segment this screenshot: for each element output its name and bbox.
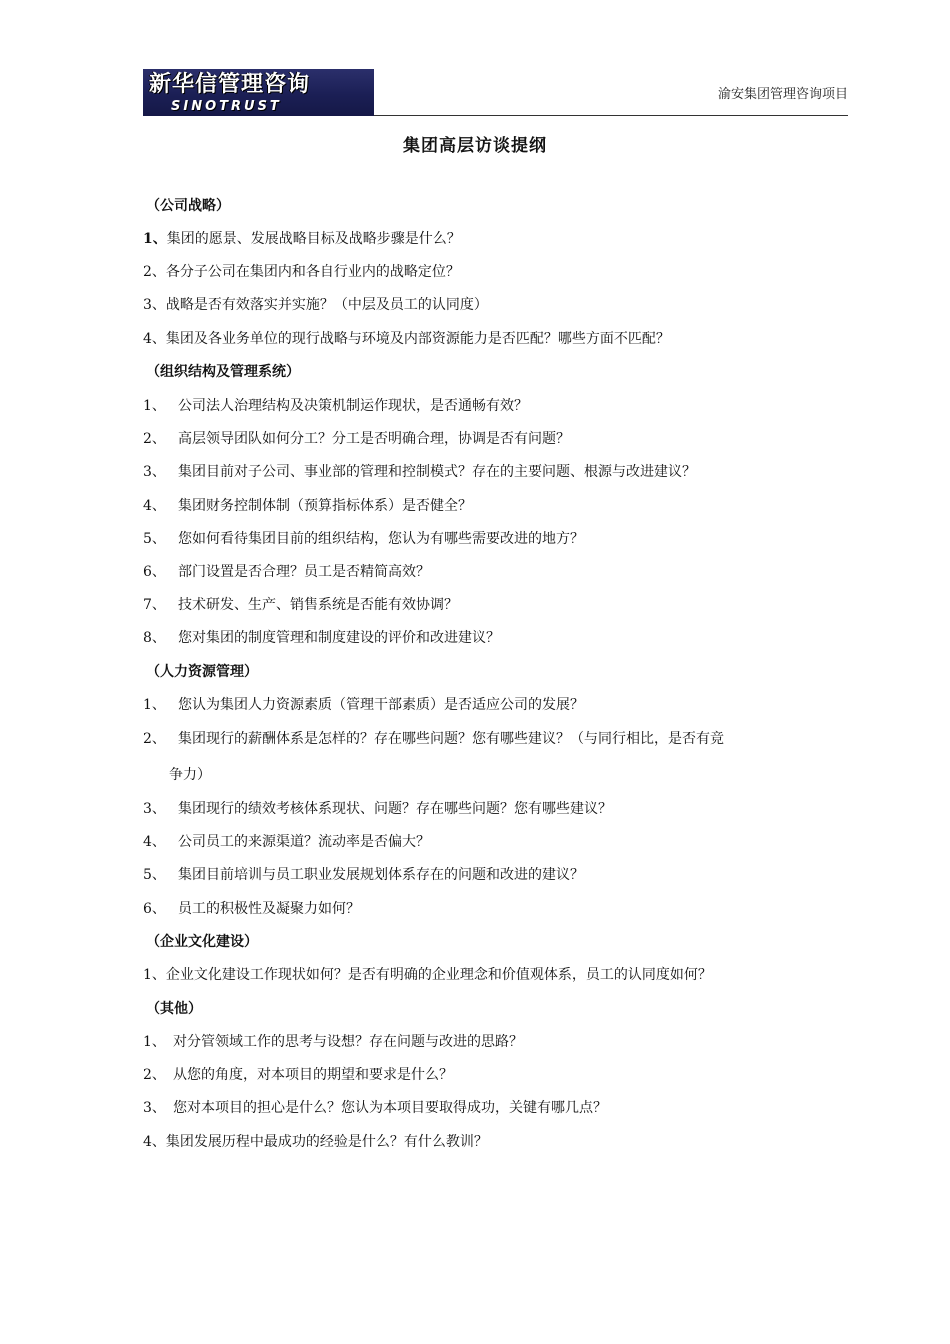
list-item: 1、企业文化建设工作现状如何？是否有明确的企业理念和价值观体系，员工的认同度如何？ xyxy=(143,967,712,983)
list-item: 2、各分子公司在集团内和各自行业内的战略定位？ xyxy=(143,264,460,280)
list-item: 3、 集团目前对子公司、事业部的管理和控制模式？存在的主要问题、根源与改进建议？ xyxy=(143,464,696,480)
list-item: 4、集团及各业务单位的现行战略与环境及内部资源能力是否匹配？哪些方面不匹配？ xyxy=(143,331,670,347)
list-item: 1、 对分管领域工作的思考与设想？存在问题与改进的思路？ xyxy=(143,1034,523,1050)
list-item: 1、 公司法人治理结构及决策机制运作现状，是否通畅有效？ xyxy=(143,398,528,414)
list-item: 3、战略是否有效落实并实施？（中层及员工的认同度） xyxy=(143,297,488,313)
list-item: 2、 从您的角度，对本项目的期望和要求是什么？ xyxy=(143,1067,453,1083)
sinotrust-logo xyxy=(143,69,374,116)
list-item-continuation: 争力） xyxy=(169,767,211,783)
list-item: 3、 集团现行的绩效考核体系现状、问题？存在哪些问题？您有哪些建议？ xyxy=(143,801,612,817)
logo-subtext: SINOTRUST xyxy=(171,99,282,114)
list-item: 4、 公司员工的来源渠道？流动率是否偏大？ xyxy=(143,834,430,850)
section-heading-culture: （企业文化建设） xyxy=(146,934,258,950)
header-divider xyxy=(374,115,848,116)
section-heading-strategy: （公司战略） xyxy=(146,198,230,214)
logo-text: 新华信管理咨询 xyxy=(149,72,311,97)
list-item: 4、 集团财务控制体制（预算指标体系）是否健全？ xyxy=(143,498,472,514)
section-heading-other: （其他） xyxy=(146,1001,202,1017)
project-name: 渝安集团管理咨询项目 xyxy=(717,87,848,102)
document-title: 集团高层访谈提纲 xyxy=(403,136,547,156)
list-item: 1、 您认为集团人力资源素质（管理干部素质）是否适应公司的发展？ xyxy=(143,697,584,713)
section-heading-hr: （人力资源管理） xyxy=(146,664,258,680)
list-item: 6、 部门设置是否合理？员工是否精简高效？ xyxy=(143,564,430,580)
list-item: 2、 集团现行的薪酬体系是怎样的？存在哪些问题？您有哪些建议？（与同行相比，是否有竞 xyxy=(143,731,724,747)
list-item: 5、 集团目前培训与员工职业发展规划体系存在的问题和改进的建议？ xyxy=(143,867,584,883)
list-item: 5、 您如何看待集团目前的组织结构，您认为有哪些需要改进的地方？ xyxy=(143,531,584,547)
section-heading-organization: （组织结构及管理系统） xyxy=(146,364,300,380)
list-item: 3、 您对本项目的担心是什么？您认为本项目要取得成功，关键有哪几点？ xyxy=(143,1100,607,1116)
page-header xyxy=(143,69,848,117)
list-item: 7、 技术研发、生产、销售系统是否能有效协调？ xyxy=(143,597,458,613)
list-item: 1、集团的愿景、发展战略目标及战略步骤是什么？ xyxy=(143,231,461,247)
list-item: 4、集团发展历程中最成功的经验是什么？有什么教训？ xyxy=(143,1134,488,1150)
list-item: 2、 高层领导团队如何分工？分工是否明确合理，协调是否有问题？ xyxy=(143,431,570,447)
list-item: 8、 您对集团的制度管理和制度建设的评价和改进建议？ xyxy=(143,630,500,646)
list-item: 6、 员工的积极性及凝聚力如何？ xyxy=(143,901,360,917)
